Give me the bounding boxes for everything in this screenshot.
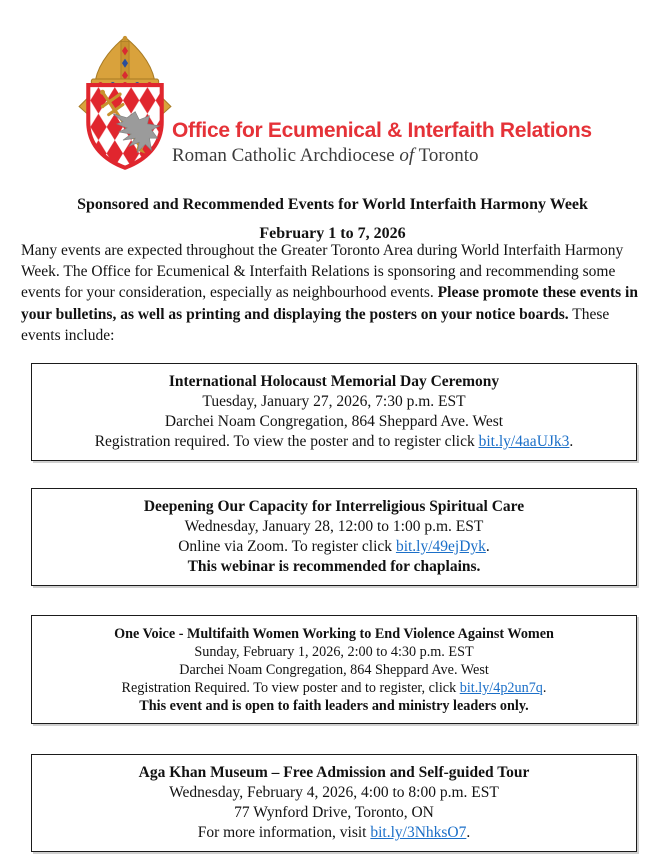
event-line: International Holocaust Memorial Day Ceremony <box>168 373 500 390</box>
intro-text-2: These events include: <box>21 305 610 344</box>
event-line: Tuesday, January 27, 2026, 7:30 p.m. EST <box>202 393 466 410</box>
letterhead <box>172 119 592 167</box>
event-box-deepening-our-capacity-for-interreligious-spiritual-care <box>31 488 637 586</box>
event-line: Registration required. To view the poster and to register click bit.ly/4aaUJk3. <box>94 433 574 450</box>
event-line: Online via Zoom. To register click bit.ly/49ejDyk. <box>178 538 490 555</box>
event-registration-link[interactable]: bit.ly/3NhksO7 <box>370 824 467 841</box>
event-list <box>31 363 637 852</box>
archdiocese-subtitle <box>172 145 592 167</box>
event-line: Wednesday, February 4, 2026, 4:00 to 8:00 p.m. EST <box>169 784 499 801</box>
event-line: For more information, visit bit.ly/3NhksO7. <box>197 824 471 841</box>
event-line: Wednesday, January 28, 12:00 to 1:00 p.m. EST <box>184 518 484 535</box>
subtitle-of-italic: of <box>399 145 415 166</box>
mitre-shape <box>91 36 158 89</box>
event-line: This event and is open to faith leaders and ministry leaders only. <box>139 698 529 714</box>
event-registration-link[interactable]: bit.ly/4aaUJk3 <box>478 433 570 450</box>
event-box-international-holocaust-memorial-day-ceremony <box>31 363 637 461</box>
document-date-range: February 1 to 7, 2026 <box>259 225 406 242</box>
document-title: Sponsored and Recommended Events for World Interfaith Harmony Week <box>77 196 588 213</box>
event-box-aga-khan-museum-free-admission-tour <box>31 754 637 852</box>
subtitle-text: Roman Catholic Archdiocese <box>172 145 400 166</box>
event-box-one-voice-multifaith-women <box>31 615 637 724</box>
event-line: This webinar is recommended for chaplains. <box>187 558 481 575</box>
event-line: Registration Required. To view poster and to register, click bit.ly/4p2un7q. <box>121 680 547 696</box>
event-line: Darchei Noam Congregation, 864 Sheppard Ave. West <box>164 413 504 430</box>
event-registration-link[interactable]: bit.ly/4p2un7q <box>459 680 543 696</box>
event-line: Darchei Noam Congregation, 864 Sheppard Ave. West <box>179 662 489 678</box>
event-line: One Voice - Multifaith Women Working to End Violence Against Women <box>114 626 554 642</box>
intro-paragraph <box>21 240 649 346</box>
intro-bold-text: Please promote these events in your bulletins, as well as printing and displaying the posters on your notice boards. <box>21 284 638 323</box>
office-title: Office for Ecumenical & Interfaith Relations <box>172 119 592 142</box>
intro-text-1: Many events are expected throughout the Greater Toronto Area during World Interfaith Harmony Week. The Office for Ecumenical & Interfaith Relations is sponsoring and recommending some events for your consideration, especially as neighbourhood events. <box>21 242 624 302</box>
event-line: Aga Khan Museum – Free Admission and Self-guided Tour <box>138 764 530 781</box>
archdiocese-coat-of-arms-icon <box>74 34 176 177</box>
subtitle-text-end: Toronto <box>414 145 479 166</box>
event-line: 77 Wynford Drive, Toronto, ON <box>234 804 434 821</box>
event-line: Deepening Our Capacity for Interreligious Spiritual Care <box>143 498 525 515</box>
event-registration-link[interactable]: bit.ly/49ejDyk <box>395 538 486 555</box>
event-line: Sunday, February 1, 2026, 2:00 to 4:30 p.m. EST <box>194 644 474 660</box>
